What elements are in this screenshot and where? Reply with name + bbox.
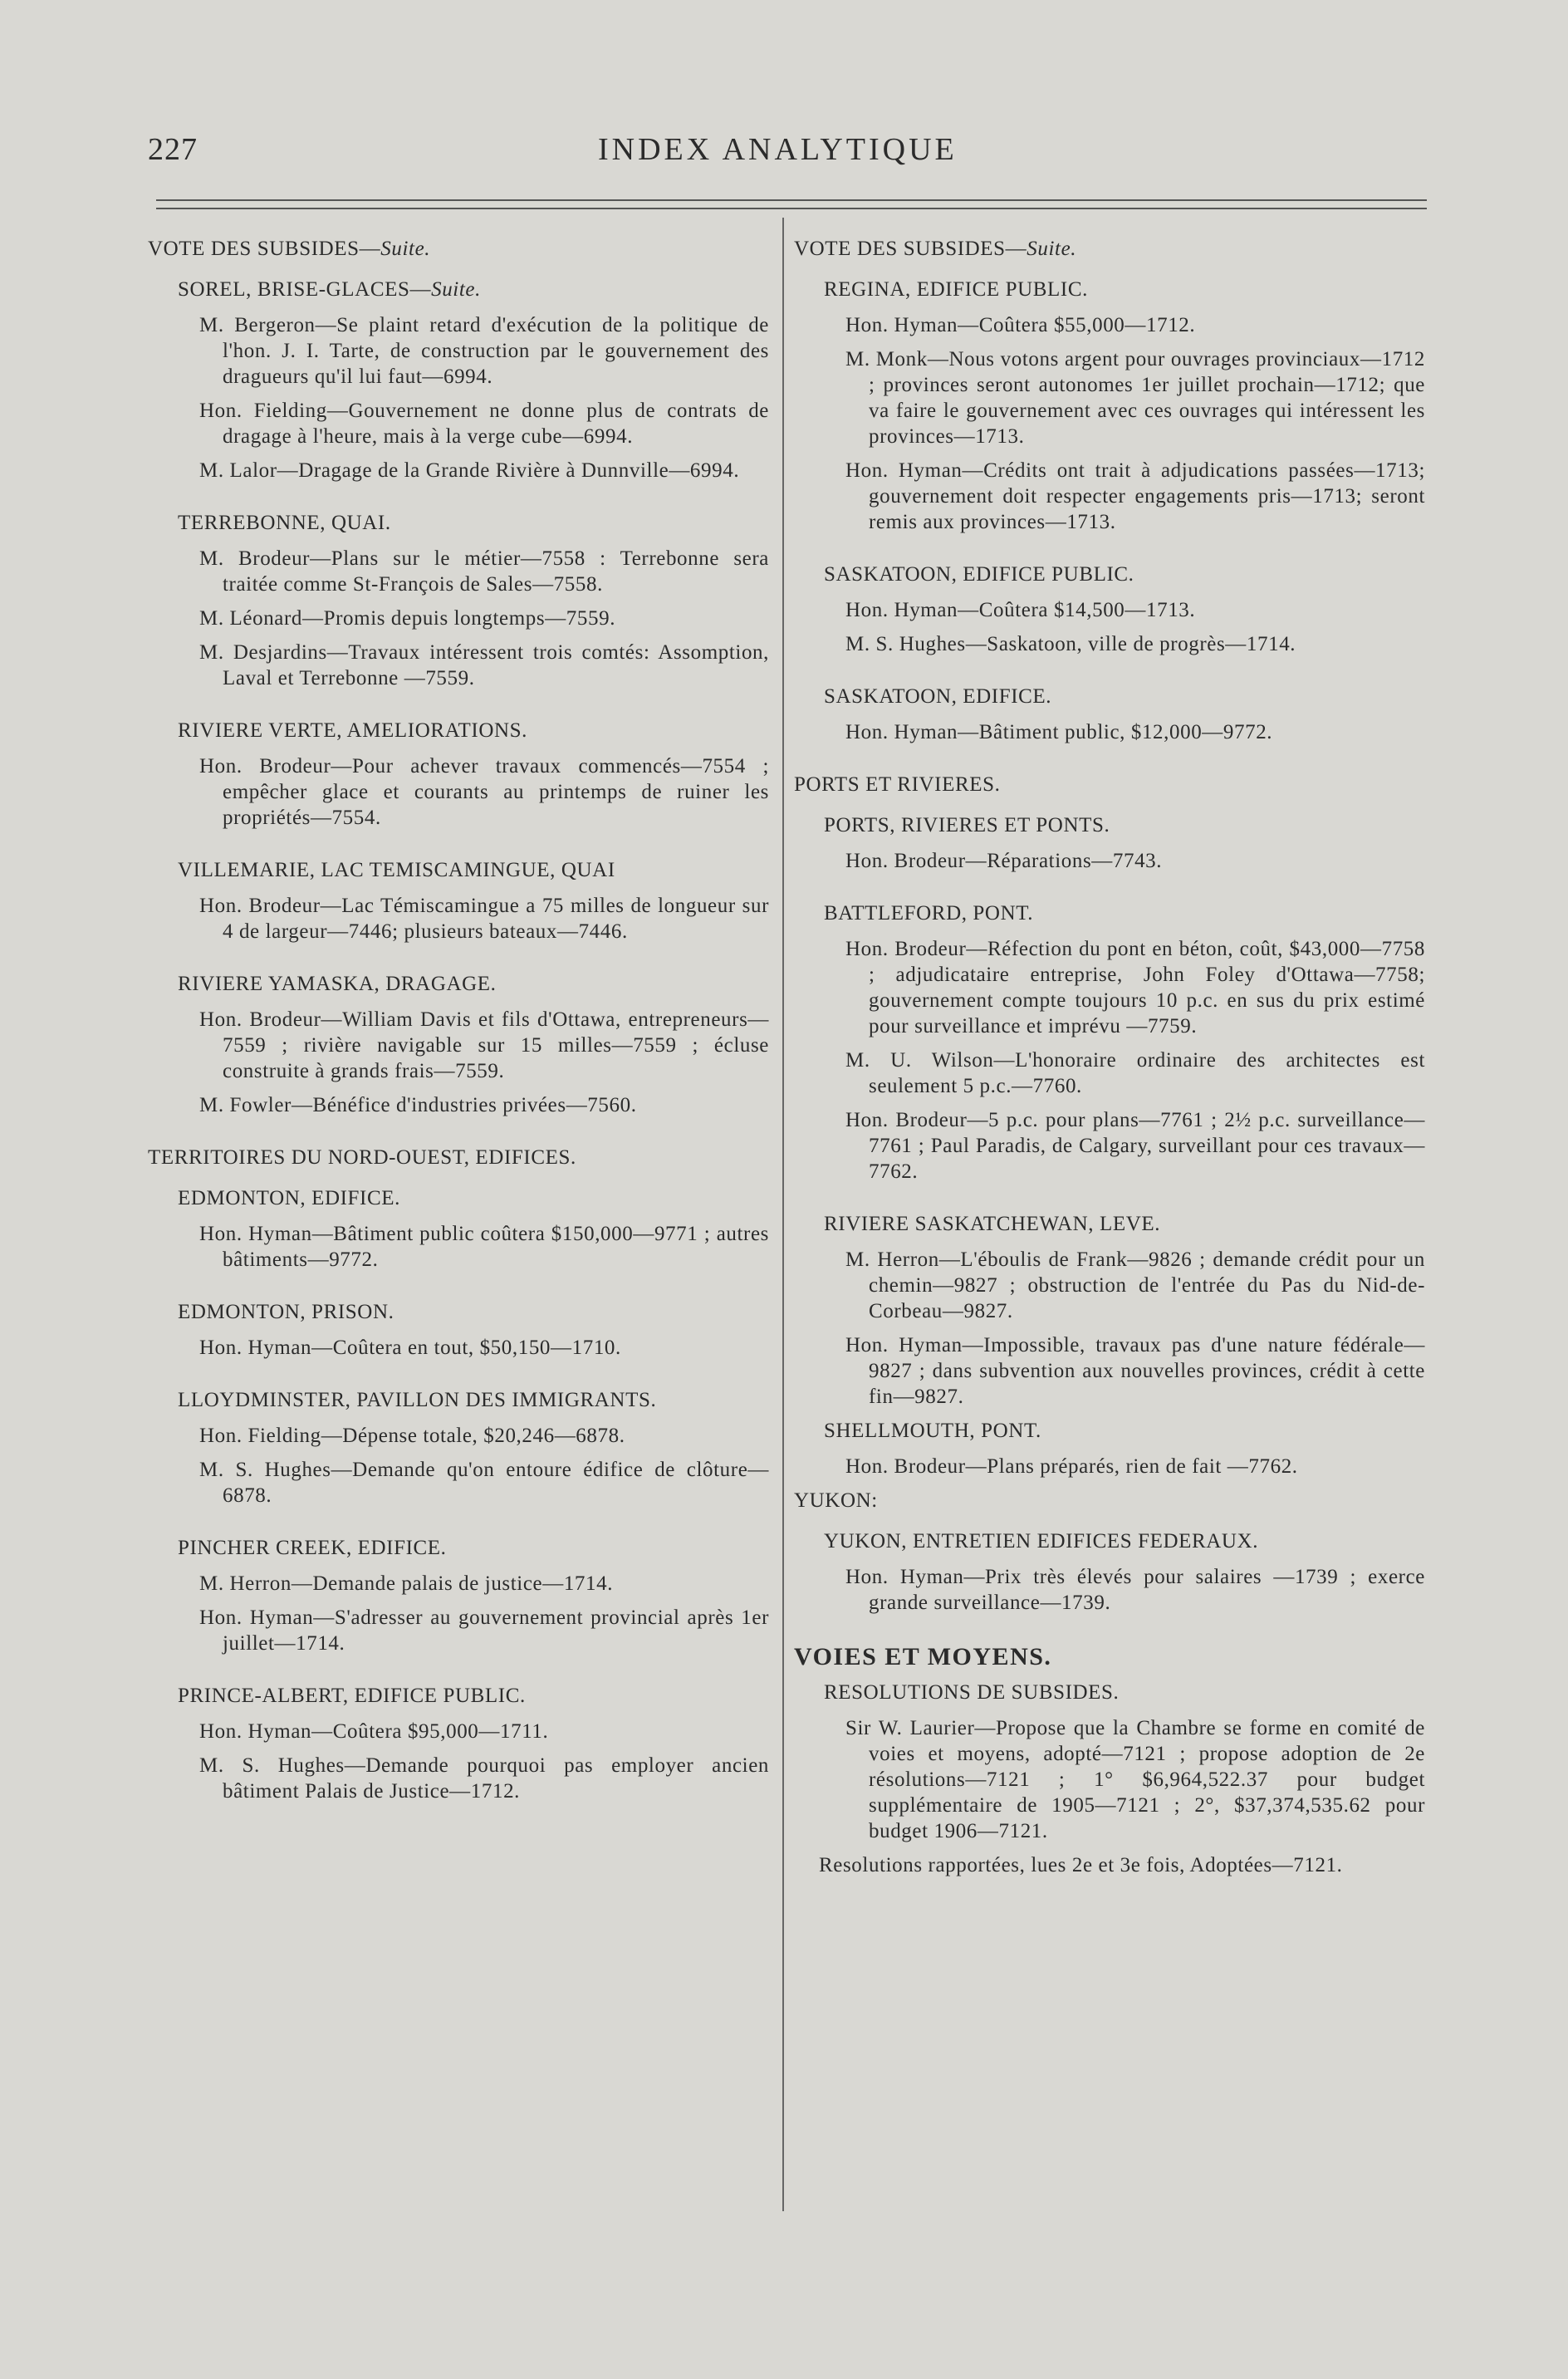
subheading-regina: REGINA, EDIFICE PUBLIC. (824, 278, 1088, 301)
index-entry: M. S. Hughes—Demande pourquoi pas employer ancien bâtiment Palais de Justice—1712. (199, 1754, 769, 1803)
index-entry: Hon. Hyman—Coûtera $14,500—1713. (845, 599, 1196, 621)
index-entry: Hon. Hyman—Coûtera $95,000—1711. (199, 1720, 549, 1743)
subheading-riviere-verte: RIVIERE VERTE, AMELIORATIONS. (178, 719, 527, 742)
subheading-yamaska: RIVIERE YAMASKA, DRAGAGE. (178, 973, 497, 995)
index-entry: M. S. Hughes—Demande qu'on entoure édifice de clôture—6878. (199, 1459, 769, 1507)
page-number: 227 (148, 132, 198, 167)
index-entry: Sir W. Laurier—Propose que la Chambre se forme en comité de voies et moyens, adopté—7121 ; propose adoption de 2e résolutions—7121 ; 1° $6,964,522.37 pour budget supplémentaire de 1905—7121 ; 2°, $37,374,535.62 pour budget 1906—7121. (845, 1717, 1425, 1842)
index-entry: Hon. Brodeur—William Davis et fils d'Ottawa, entrepreneurs—7559 ; rivière navigable sur 15 milles—7559 ; écluse construite à grands frais—7559. (199, 1008, 769, 1082)
subheading-battleford: BATTLEFORD, PONT. (824, 902, 1034, 925)
header-rule-top (156, 199, 1427, 201)
section-heading: VOTE DES SUBSIDES—Suite. (148, 238, 431, 260)
left-column (148, 236, 769, 1812)
subheading-resolutions: RESOLUTIONS DE SUBSIDES. (824, 1681, 1120, 1704)
column-divider (782, 218, 784, 2211)
index-entry: M. Brodeur—Plans sur le métier—7558 : Terrebonne sera traitée comme St-François de Sales—7558. (199, 547, 769, 596)
section-heading-ports: PORTS ET RIVIERES. (794, 773, 1001, 796)
page-title: INDEX ANALYTIQUE (598, 132, 958, 167)
index-entry: Hon. Hyman—Bâtiment public coûtera $150,000—9771 ; autres bâtiments—9772. (199, 1223, 769, 1271)
index-entry: M. Bergeron—Se plaint retard d'exécution de la politique de l'hon. J. I. Tarte, de construction par le gouvernement des dragueurs qu'il lui faut—6994. (199, 314, 769, 388)
header-rule-bottom (156, 208, 1427, 209)
index-entry: Hon. Brodeur—Plans préparés, rien de fait —7762. (845, 1455, 1298, 1478)
index-entry: Hon. Fielding—Dépense totale, $20,246—6878. (199, 1425, 625, 1447)
right-column (794, 236, 1425, 1886)
index-entry: Hon. Brodeur—Lac Témiscamingue a 75 milles de longueur sur 4 de largeur—7446; plusieurs bateaux—7446. (199, 895, 769, 943)
section-heading-territoires: TERRITOIRES DU NORD-OUEST, EDIFICES. (148, 1146, 576, 1169)
index-entry: Hon. Hyman—Coûtera $55,000—1712. (845, 314, 1196, 336)
index-entry: Hon. Brodeur—5 p.c. pour plans—7761 ; 2½ p.c. surveillance—7761 ; Paul Paradis, de Calgary, surveillant pour ces travaux—7762. (845, 1109, 1425, 1183)
index-entry: Hon. Brodeur—Pour achever travaux commencés—7554 ; empêcher glace et courants au printemps de ruiner les propriétés—7554. (199, 755, 769, 829)
subheading-saskatoon-public: SASKATOON, EDIFICE PUBLIC. (824, 563, 1134, 586)
subheading-saskatchewan: RIVIERE SASKATCHEWAN, LEVE. (824, 1213, 1161, 1235)
index-entry: Hon. Brodeur—Réparations—7743. (845, 850, 1163, 872)
index-entry: Hon. Hyman—Prix très élevés pour salaires —1739 ; exerce grande surveillance—1739. (845, 1566, 1425, 1614)
index-entry: M. Herron—Demande palais de justice—1714. (199, 1572, 614, 1595)
index-entry: M. Lalor—Dragage de la Grande Rivière à Dunnville—6994. (199, 459, 740, 482)
subheading-villemarie: VILLEMARIE, LAC TEMISCAMINGUE, QUAI (178, 859, 615, 881)
index-entry: M. Herron—L'éboulis de Frank—9826 ; demande crédit pour un chemin—9827 ; obstruction de l'entrée du Pas du Nid-de-Corbeau—9827. (845, 1248, 1425, 1322)
index-entry: Resolutions rapportées, lues 2e et 3e fois, Adoptées—7121. (819, 1854, 1343, 1876)
section-heading-voies-et-moyens: VOIES ET MOYENS. (794, 1643, 1052, 1670)
index-entry: Hon. Brodeur—Réfection du pont en béton, coût, $43,000—7758 ; adjudicataire entreprise, John Foley d'Ottawa—7758; gouvernement compte toujours 10 p.c. en sus du prix estimé pour surveillance et imprévu —7759. (845, 938, 1425, 1037)
index-entry: Hon. Hyman—Coûtera en tout, $50,150—1710. (199, 1337, 621, 1359)
index-entry: M. Monk—Nous votons argent pour ouvrages provinciaux—1712 ; provinces seront autonomes 1er juillet prochain—1712; que va faire le gouvernement avec ces ouvrages qui intéressent les provinces—1713. (845, 348, 1425, 448)
section-heading: VOTE DES SUBSIDES—Suite. (794, 238, 1077, 260)
subheading-prince-albert: PRINCE-ALBERT, EDIFICE PUBLIC. (178, 1685, 526, 1707)
subheading-terrebonne: TERREBONNE, QUAI. (178, 512, 391, 534)
index-entry: Hon. Fielding—Gouvernement ne donne plus de contrats de dragage à l'heure, mais à la verge cube—6994. (199, 400, 769, 448)
index-entry: Hon. Hyman—Impossible, travaux pas d'une nature fédérale—9827 ; dans subvention aux nouvelles provinces, crédit à cette fin—9827. (845, 1334, 1425, 1408)
subheading-sorel: SOREL, BRISE-GLACES—Suite. (178, 278, 481, 301)
index-entry: M. Fowler—Bénéfice d'industries privées—7560. (199, 1094, 637, 1116)
index-entry: M. U. Wilson—L'honoraire ordinaire des architectes est seulement 5 p.c.—7760. (845, 1049, 1425, 1097)
subheading-ports-ponts: PORTS, RIVIERES ET PONTS. (824, 814, 1110, 836)
subheading-shellmouth: SHELLMOUTH, PONT. (824, 1420, 1041, 1442)
subheading-saskatoon-edifice: SASKATOON, EDIFICE. (824, 685, 1052, 708)
index-entry: M. Léonard—Promis depuis longtemps—7559. (199, 607, 616, 630)
subheading-yukon-entretien: YUKON, ENTRETIEN EDIFICES FEDERAUX. (824, 1530, 1259, 1552)
section-heading-yukon: YUKON: (794, 1489, 878, 1512)
subheading-edmonton-prison: EDMONTON, PRISON. (178, 1301, 394, 1323)
index-entry: Hon. Hyman—S'adresser au gouvernement provincial après 1er juillet—1714. (199, 1606, 769, 1655)
index-entry: Hon. Hyman—Crédits ont trait à adjudications passées—1713; gouvernement doit respecter engagements pris—1713; seront remis aux provinces—1713. (845, 459, 1425, 533)
subheading-lloydminster: LLOYDMINSTER, PAVILLON DES IMMIGRANTS. (178, 1389, 657, 1411)
subheading-pincher-creek: PINCHER CREEK, EDIFICE. (178, 1537, 447, 1559)
subheading-edmonton-edifice: EDMONTON, EDIFICE. (178, 1187, 400, 1209)
index-entry: M. Desjardins—Travaux intéressent trois comtés: Assomption, Laval et Terrebonne —7559. (199, 641, 769, 689)
index-entry: M. S. Hughes—Saskatoon, ville de progrès—1714. (845, 633, 1296, 655)
index-entry: Hon. Hyman—Bâtiment public, $12,000—9772. (845, 721, 1273, 743)
